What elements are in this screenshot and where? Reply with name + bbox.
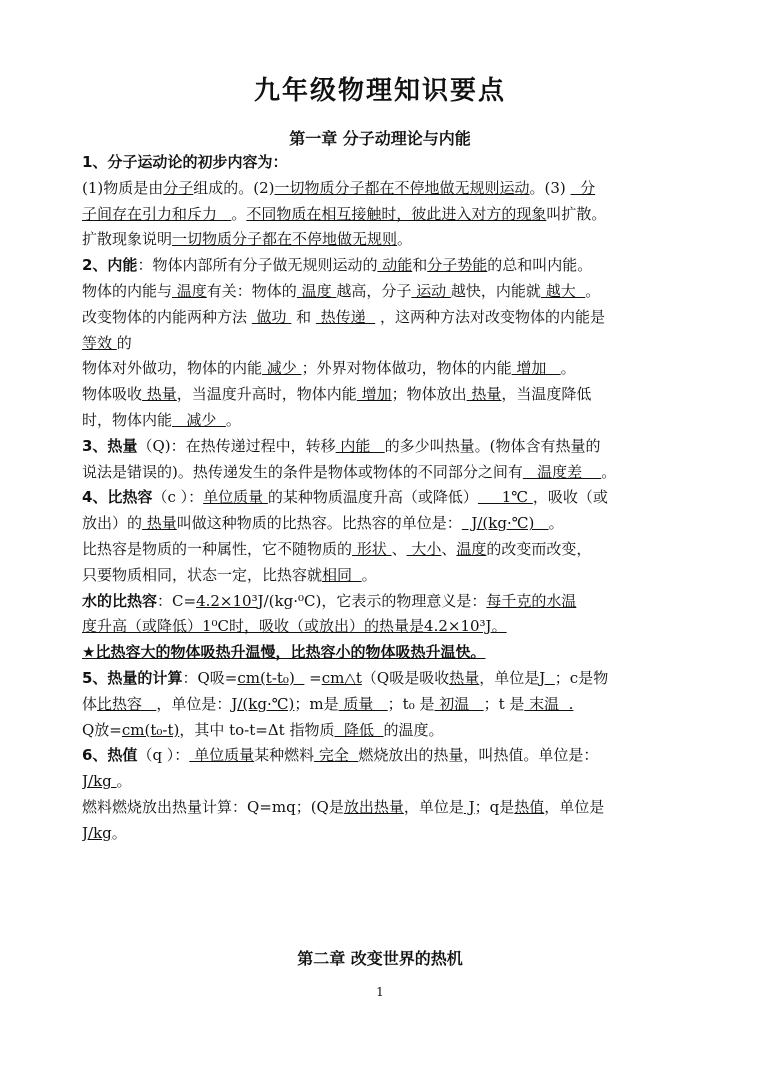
- text-segment: 。: [361, 565, 377, 584]
- text-line: [82, 666, 702, 692]
- text-segment: ，单位是：: [156, 694, 232, 713]
- underlined-answer: 末温 .: [524, 694, 574, 713]
- text-segment: 和: [291, 307, 316, 326]
- text-segment: （q ）：: [137, 746, 190, 765]
- text-segment: 。: [601, 462, 617, 481]
- text-segment: ：Q吸=: [182, 668, 238, 687]
- underlined-answer: 分子势能: [427, 256, 488, 275]
- text-line: [82, 821, 702, 847]
- underlined-answer: 热传递: [315, 307, 376, 326]
- text-line: [82, 202, 702, 228]
- text-segment: 。: [560, 359, 576, 378]
- text-line: [82, 795, 702, 821]
- text-line: [82, 305, 702, 331]
- text-segment: ，吸收（或: [532, 488, 608, 507]
- underlined-answer: 增加: [356, 385, 392, 404]
- underlined-answer: 热量: [142, 385, 177, 404]
- text-segment: 只要物质相同，状态一定，比热容就: [82, 565, 323, 584]
- underlined-answer: 每千克的水温: [486, 591, 577, 610]
- underlined-answer: J: [539, 668, 555, 687]
- underlined-answer: cm(t-t₀): [237, 668, 305, 687]
- text-segment: ；c是物: [554, 668, 609, 687]
- underlined-answer: 运动: [411, 281, 451, 300]
- text-line: [82, 589, 702, 615]
- text-segment: J/(kg·⁰C)，它表示的物理意义是：: [257, 591, 487, 610]
- text-segment: 说法是错误的)。热传递发生的条件是物体或物体的不同部分之间有: [82, 462, 523, 481]
- text-line: [82, 331, 702, 357]
- text-segment: 。: [116, 772, 132, 791]
- text-segment: 的某种物质温度升高（或降低）: [267, 488, 478, 507]
- text-segment: 。: [225, 410, 241, 429]
- text-line: [82, 408, 702, 434]
- text-segment: ，单位是: [403, 797, 464, 816]
- underlined-answer: cm△t: [321, 668, 362, 687]
- text-segment: 越快，内能就: [450, 281, 541, 300]
- underlined-answer: 热量: [466, 385, 502, 404]
- underlined-answer: J: [463, 797, 475, 816]
- underlined-answer: 温度: [296, 281, 337, 300]
- text-segment: 5、热量的计算: [82, 668, 183, 687]
- text-segment: 的温度。: [383, 720, 444, 739]
- underlined-answer: 完全: [314, 746, 359, 765]
- document-title: 九年级物理知识要点: [253, 76, 506, 106]
- underlined-answer: 度升高（或降低）1⁰C时，吸收（或放出）的热量是4.2×10³J。: [82, 617, 507, 636]
- underlined-answer: 分子: [163, 178, 194, 197]
- underlined-answer: 单位质量: [203, 488, 268, 507]
- text-segment: 改变物体的内能两种方法: [82, 307, 252, 326]
- text-segment: 。(3): [529, 178, 571, 197]
- text-line: [82, 692, 702, 718]
- text-line: [82, 718, 702, 744]
- underlined-answer: 越大: [540, 281, 586, 300]
- text-segment: =: [304, 668, 322, 687]
- chapter-2-heading: 第二章 改变世界的热机: [297, 949, 463, 968]
- text-segment: 。: [111, 823, 127, 842]
- text-segment: ：C=: [157, 591, 197, 610]
- text-segment: 。: [231, 204, 247, 223]
- underlined-answer: 形状: [352, 539, 392, 558]
- text-line: [82, 176, 702, 202]
- page-number: 1: [376, 985, 384, 999]
- underlined-answer: 减少: [172, 410, 226, 429]
- underlined-answer: 一切物质分子都在不停地做无规则: [172, 230, 398, 249]
- text-line: [82, 743, 702, 769]
- text-segment: 越高，分子: [336, 281, 412, 300]
- text-segment: (1)物质是由: [82, 178, 164, 197]
- underlined-answer: 等效: [82, 333, 117, 352]
- text-segment: ；q是: [474, 797, 515, 816]
- text-segment: 扩散现象说明: [82, 230, 173, 249]
- text-segment: 燃料燃烧放出热量计算：Q=mq；(Q是: [82, 797, 344, 816]
- underlined-answer: 一切物质分子都在不停地做无规则运动: [274, 178, 530, 197]
- text-segment: 的总和叫内能。: [487, 256, 593, 275]
- chapter-1-body: [82, 150, 702, 847]
- text-line: [82, 563, 702, 589]
- text-segment: （c ）：: [152, 488, 204, 507]
- text-segment: 。: [585, 281, 601, 300]
- text-line: [82, 150, 702, 176]
- text-segment: 水的比热容: [82, 591, 158, 610]
- text-segment: 的改变而改变，: [486, 539, 592, 558]
- text-segment: 某种燃料: [254, 746, 315, 765]
- text-segment: Q放=: [82, 720, 122, 739]
- text-segment: 燃烧放出的热量，叫热值。单位是：: [358, 746, 599, 765]
- underlined-answer: J/kg: [82, 772, 117, 791]
- text-segment: 。: [397, 230, 413, 249]
- text-segment: ，其中 to-t=Δt 指物质: [179, 720, 335, 739]
- text-segment: 叫做这种物质的比热容。比热容的单位是：: [176, 514, 462, 533]
- text-segment: ；物体放出: [391, 385, 467, 404]
- text-line: [82, 640, 702, 666]
- underlined-answer: 质量: [338, 694, 388, 713]
- text-segment: （Q吸是吸收: [361, 668, 450, 687]
- text-segment: 时，物体内能: [82, 410, 173, 429]
- text-segment: ，这两种方法对改变物体的内能是: [375, 307, 605, 326]
- text-segment: ，单位是: [479, 668, 540, 687]
- text-segment: 放出）的: [82, 514, 143, 533]
- underlined-answer: ★比热容大的物体吸热升温慢，比热容小的物体吸热升温快。: [82, 643, 486, 662]
- text-line: [82, 511, 702, 537]
- text-line: [82, 253, 702, 279]
- text-segment: 4、比热容: [82, 488, 153, 507]
- underlined-answer: 热量: [142, 514, 177, 533]
- text-segment: ：物体内部所有分子做无规则运动的: [137, 256, 378, 275]
- text-segment: ，当温度降低: [501, 385, 592, 404]
- text-line: [82, 485, 702, 511]
- underlined-answer: 降低: [334, 720, 384, 739]
- underlined-answer: 1℃: [477, 488, 533, 507]
- text-line: [82, 614, 702, 640]
- underlined-answer: 不同物质在相互接触时，彼此进入对方的现象: [246, 204, 547, 223]
- underlined-answer: 做功: [251, 307, 292, 326]
- text-segment: ；m是: [294, 694, 339, 713]
- text-segment: 物体吸收: [82, 385, 143, 404]
- underlined-answer: 大小: [406, 539, 442, 558]
- underlined-answer: J/(kg·℃): [461, 514, 549, 533]
- text-line: [82, 356, 702, 382]
- underlined-answer: J/(kg·℃): [231, 694, 295, 713]
- text-segment: ；t₀ 是: [387, 694, 435, 713]
- text-segment: 。: [548, 514, 564, 533]
- underlined-answer: 热值: [514, 797, 545, 816]
- text-line: [82, 537, 702, 563]
- underlined-answer: 单位质量: [189, 746, 255, 765]
- underlined-answer: 子间存在引力和斥力: [82, 204, 232, 223]
- underlined-answer: 4.2×10³: [196, 591, 258, 610]
- text-segment: 叫扩散。: [546, 204, 607, 223]
- text-segment: 有关：物体的: [206, 281, 297, 300]
- underlined-answer: 分: [570, 178, 596, 197]
- text-segment: 体: [82, 694, 98, 713]
- text-segment: 的多少叫热量。(物体含有热量的: [384, 436, 601, 455]
- underlined-answer: 温度: [456, 539, 487, 558]
- text-segment: 物体对外做功，物体的内能: [82, 359, 263, 378]
- text-segment: 物体的内能与: [82, 281, 173, 300]
- text-line: [82, 227, 702, 253]
- text-segment: 的: [116, 333, 132, 352]
- text-line: [82, 434, 702, 460]
- chapter-1-heading: 第一章 分子动理论与内能: [289, 129, 471, 148]
- text-segment: 6、热值: [82, 746, 138, 765]
- text-segment: ；外界对物体做功，物体的内能: [301, 359, 512, 378]
- text-segment: 2、内能: [82, 256, 138, 275]
- underlined-answer: 比热容: [97, 694, 157, 713]
- underlined-answer: 放出热量: [343, 797, 404, 816]
- underlined-answer: 温度: [172, 281, 207, 300]
- text-segment: 和: [412, 256, 428, 275]
- underlined-answer: 增加: [511, 359, 561, 378]
- text-segment: ，当温度升高时，物体内能: [176, 385, 357, 404]
- underlined-answer: cm(t₀-t): [121, 720, 180, 739]
- underlined-answer: 初温: [434, 694, 484, 713]
- underlined-answer: 相同: [322, 565, 362, 584]
- text-segment: 组成的。(2): [193, 178, 275, 197]
- text-segment: 、: [391, 539, 407, 558]
- underlined-answer: 减少: [262, 359, 302, 378]
- text-line: [82, 769, 702, 795]
- text-line: [82, 460, 702, 486]
- text-segment: 、: [441, 539, 457, 558]
- underlined-answer: 动能: [377, 256, 413, 275]
- underlined-answer: 内能: [335, 436, 385, 455]
- text-line: [82, 279, 702, 305]
- text-segment: 3、热量: [82, 436, 138, 455]
- text-segment: （Q)：在热传递过程中，转移: [137, 436, 336, 455]
- underlined-answer: J/kg: [82, 823, 112, 842]
- underlined-answer: 温度差: [522, 462, 602, 481]
- text-segment: 比热容是物质的一种属性，它不随物质的: [82, 539, 353, 558]
- text-segment: ；t 是: [483, 694, 525, 713]
- text-line: [82, 382, 702, 408]
- underlined-answer: 热量: [449, 668, 480, 687]
- text-segment: 1、分子运动论的初步内容为：: [82, 153, 288, 171]
- text-segment: ，单位是: [544, 797, 605, 816]
